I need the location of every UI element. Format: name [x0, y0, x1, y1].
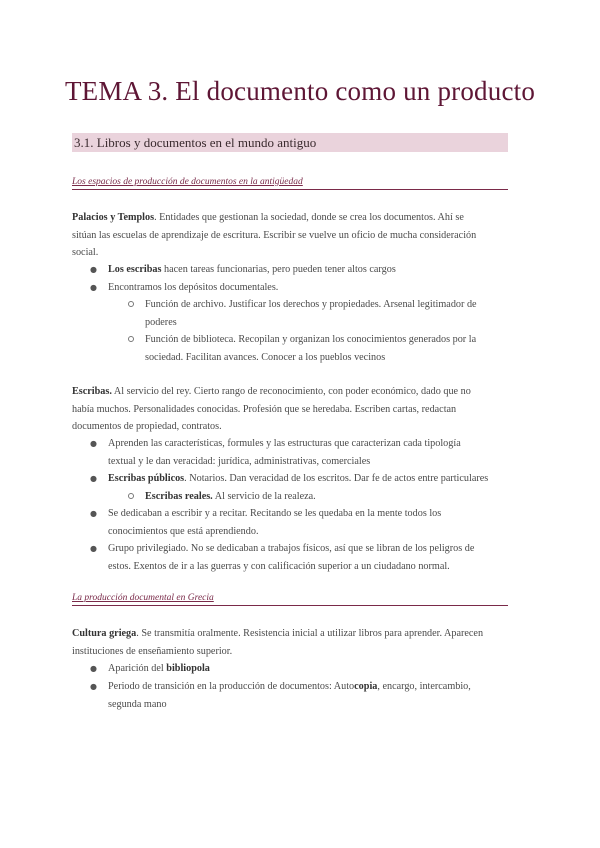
hollow-bullet-icon [128, 301, 134, 307]
bullet-icon: ● [90, 265, 97, 274]
text-line: Al servicio de la realeza. [212, 491, 316, 502]
text-line: textual y le dan veracidad: jurídica, administrativas, comerciales [108, 455, 371, 467]
section-heading: 3.1. Libros y documentos en el mundo antiguo [72, 133, 508, 152]
text-line: Periodo de transición en la producción de documentos: Auto [108, 681, 355, 692]
text-line: Al servicio del rey. Cierto rango de reconocimiento, con poder económico, dado que no [111, 386, 471, 397]
text-line: social. [72, 247, 99, 258]
bold-term: Escribas. [72, 386, 112, 397]
subsection-heading-grecia: La producción documental en Grecia [72, 593, 508, 606]
text-line: sitúan las escuelas de aprendizaje de escritura. Escribir se vuelve un oficio de mucha consideración [72, 229, 477, 241]
list-subitem [145, 488, 316, 506]
text-line: hacen tareas funcionarias, pero pueden tener altos cargos [161, 264, 396, 275]
text-line: , encargo, intercambio, [377, 681, 471, 692]
paragraph-escribas [72, 383, 508, 436]
text-line: Se dedicaban a escribir y a recitar. Recitando se les quedaba en la mente todos los [108, 508, 442, 519]
bullet-icon: ● [90, 283, 97, 292]
paragraph-palacios [72, 209, 508, 262]
bullet-icon: ● [90, 439, 97, 448]
text-line: instituciones de enseñamiento superior. [72, 645, 233, 657]
text-line: documentos de propiedad, contratos. [72, 421, 222, 432]
hollow-bullet-icon [128, 493, 134, 499]
list-item [108, 435, 508, 470]
hollow-bullet-icon [128, 336, 134, 342]
page-title: TEMA 3. El documento como un producto [64, 76, 536, 106]
list-item [108, 660, 210, 678]
text-line: Aparición del [108, 663, 167, 674]
bold-term: Los escribas [108, 264, 162, 275]
text-line: segunda mano [108, 698, 167, 710]
list-item [108, 540, 513, 575]
text-line: conocimientos que está aprendiendo. [108, 525, 259, 537]
text-line: Función de archivo. Justificar los derechos y propiedades. Arsenal legitimador de [145, 299, 477, 310]
bold-term: Palacios y Templos [72, 212, 155, 223]
text-line: . Se transmitía oralmente. Resistencia inicial a utilizar libros para aprender. Aparecen [136, 628, 484, 639]
bullet-icon: ● [90, 682, 97, 691]
text-line: estos. Exentos de ir a las guerras y con calificación superior a un ciudadano normal. [108, 560, 450, 572]
bullet-icon: ● [90, 664, 97, 673]
list-subitem [145, 296, 510, 331]
bold-term: copia [354, 681, 378, 692]
list-item [108, 678, 508, 713]
text-line: . Entidades que gestionan la sociedad, donde se crea los documentos. Ahí se [154, 212, 464, 223]
list-item: Encontramos los depósitos documentales. [108, 282, 279, 293]
text-line: Función de biblioteca. Recopilan y organizan los conocimientos generados por la [145, 334, 477, 345]
bold-term: bibliopola [166, 663, 210, 674]
paragraph-grecia [72, 625, 508, 660]
text-line: Aprenden las características, formules y las estructuras que caracterizan cada tipología [108, 438, 461, 449]
text-line: sociedad. Facilitan avances. Conocer a los pueblos vecinos [145, 351, 386, 363]
bullet-icon: ● [90, 474, 97, 483]
text-line: había muchos. Personalidades conocidas. Profesión que se heredaba. Escriben cartas, redactan [72, 403, 457, 415]
list-item [108, 261, 396, 279]
bold-term: Escribas públicos [108, 473, 185, 484]
text-line: Grupo privilegiado. No se dedicaban a trabajos físicos, así que se libran de los peligros de [108, 543, 475, 554]
list-item [108, 470, 513, 488]
bold-term: Cultura griega [72, 628, 137, 639]
bullet-icon: ● [90, 509, 97, 518]
subsection-heading-espacios: Los espacios de producción de documentos en la antigüedad [72, 177, 508, 190]
text-line: . Notarios. Dan veracidad de los escritos. Dar fe de actos entre particulares [184, 473, 489, 484]
bold-term: Escribas reales. [145, 491, 213, 502]
bullet-icon: ● [90, 544, 97, 553]
list-item [108, 505, 508, 540]
list-subitem [145, 331, 510, 366]
text-line: poderes [145, 316, 177, 328]
